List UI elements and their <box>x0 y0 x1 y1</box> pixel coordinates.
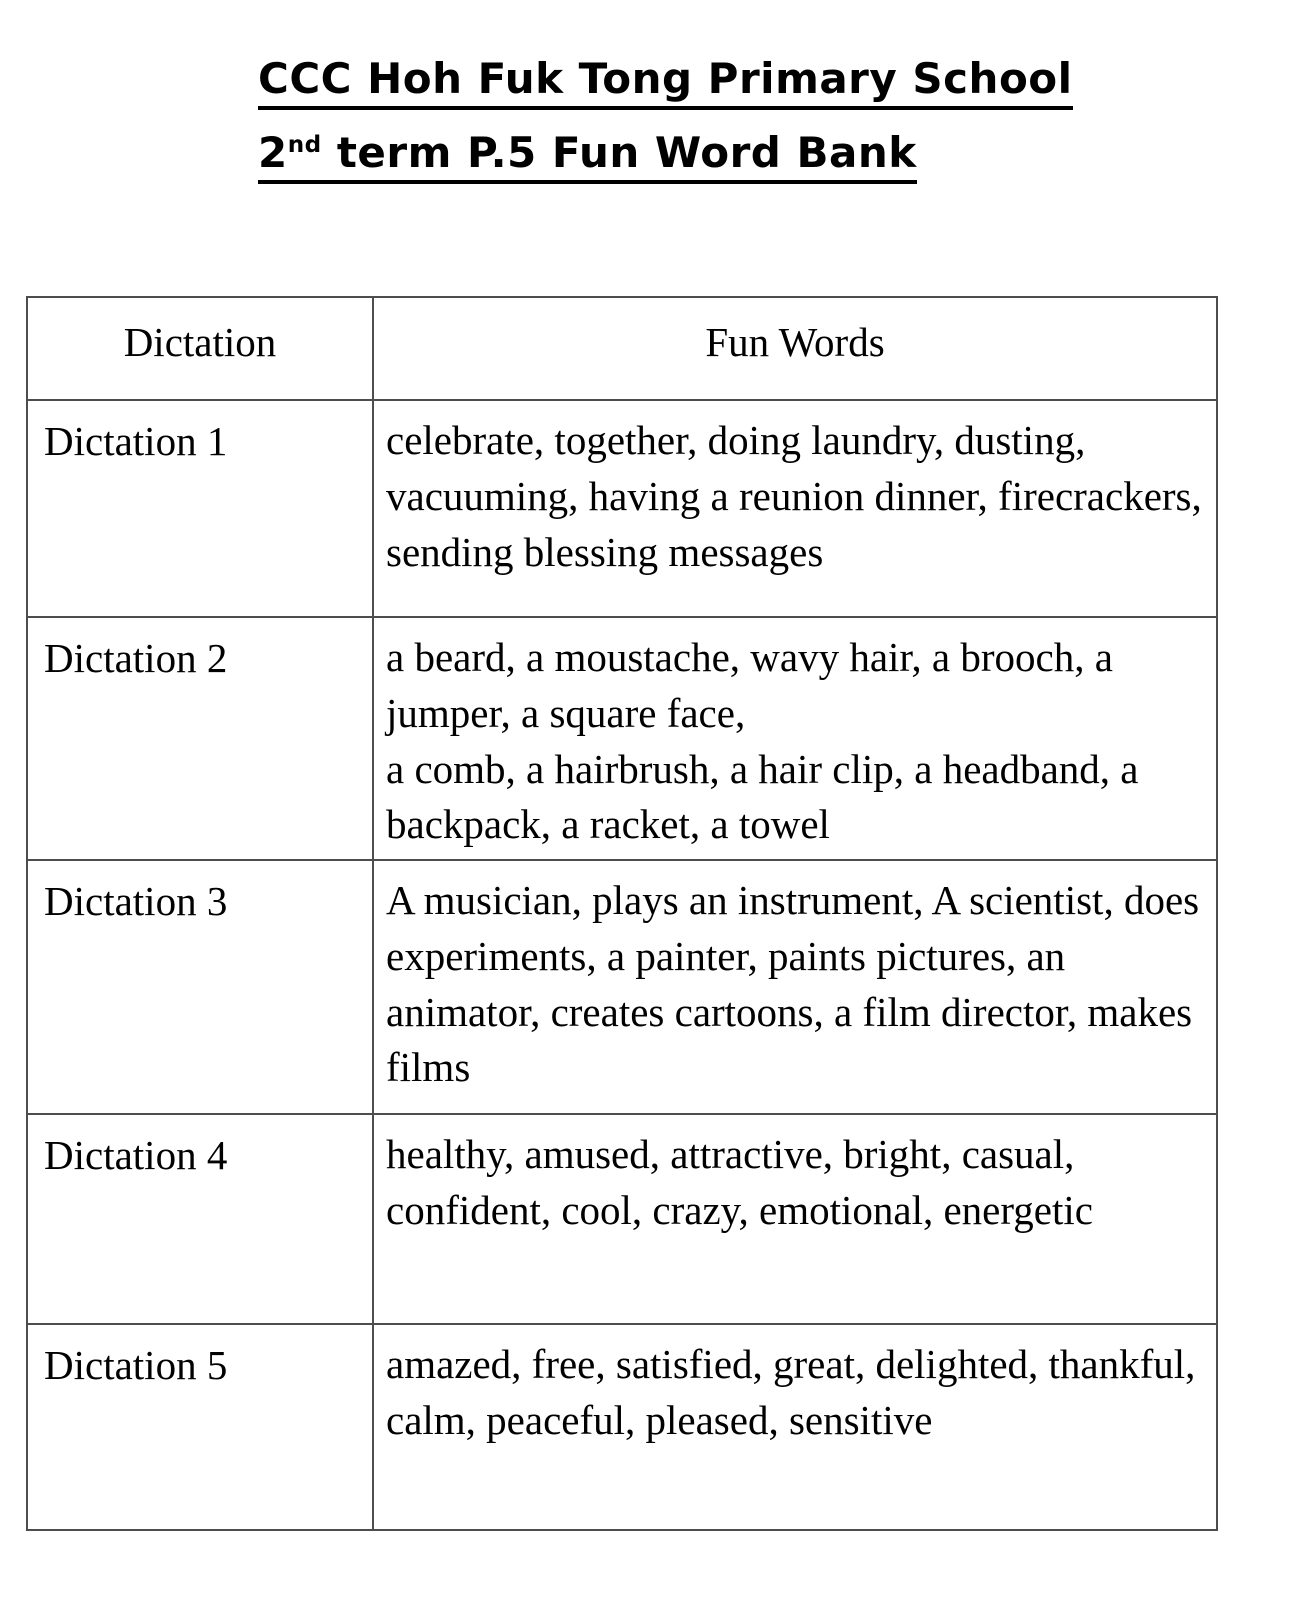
subtitle-ordinal: nd <box>287 132 322 158</box>
word-bank-table <box>26 296 1218 1531</box>
fun-words-paragraph: healthy, amused, attractive, bright, casual, confident, cool, crazy, emotional, energetic <box>386 1131 1093 1233</box>
fun-words-cell <box>373 1114 1217 1324</box>
fun-words-cell <box>373 1324 1217 1530</box>
table-row <box>27 1324 1217 1530</box>
dictation-column-header: Dictation <box>27 297 373 400</box>
dictation-label: Dictation 5 <box>27 1324 373 1530</box>
table-row <box>27 617 1217 860</box>
table-header-row <box>27 297 1217 400</box>
subtitle-text: term P.5 Fun Word Bank <box>321 128 917 177</box>
word-bank-table-body <box>27 400 1217 1530</box>
school-name: CCC Hoh Fuk Tong Primary School <box>258 58 1073 110</box>
fun-words-paragraph: amazed, free, satisfied, great, delighted, thankful, calm, peaceful, pleased, sensitive <box>386 1341 1196 1443</box>
table-row <box>27 1114 1217 1324</box>
table-row <box>27 400 1217 617</box>
title-line-2 <box>258 128 1299 184</box>
title-line-1 <box>258 54 1299 110</box>
document-title <box>0 0 1299 184</box>
table-row <box>27 860 1217 1114</box>
dictation-label: Dictation 4 <box>27 1114 373 1324</box>
fun-words-paragraph: A musician, plays an instrument, A scientist, does experiments, a painter, paints pictures, an animator, creates cartoons, a film director, makes films <box>386 877 1200 1091</box>
fun-words-paragraph: a beard, a moustache, wavy hair, a brooch, a jumper, a square face, <box>386 634 1113 736</box>
fun-words-paragraph: celebrate, together, doing laundry, dusting, vacuuming, having a reunion dinner, firecrackers, sending blessing messages <box>386 417 1202 575</box>
dictation-label: Dictation 1 <box>27 400 373 617</box>
fun-words-cell <box>373 860 1217 1114</box>
document-subtitle <box>258 128 917 184</box>
dictation-label: Dictation 3 <box>27 860 373 1114</box>
dictation-label: Dictation 2 <box>27 617 373 860</box>
fun-words-cell <box>373 617 1217 860</box>
fun-words-cell <box>373 400 1217 617</box>
fun-words-paragraph: a comb, a hairbrush, a hair clip, a headband, a backpack, a racket, a towel <box>386 745 1139 848</box>
subtitle-number: 2 <box>258 128 288 177</box>
fun-words-column-header: Fun Words <box>373 297 1217 400</box>
